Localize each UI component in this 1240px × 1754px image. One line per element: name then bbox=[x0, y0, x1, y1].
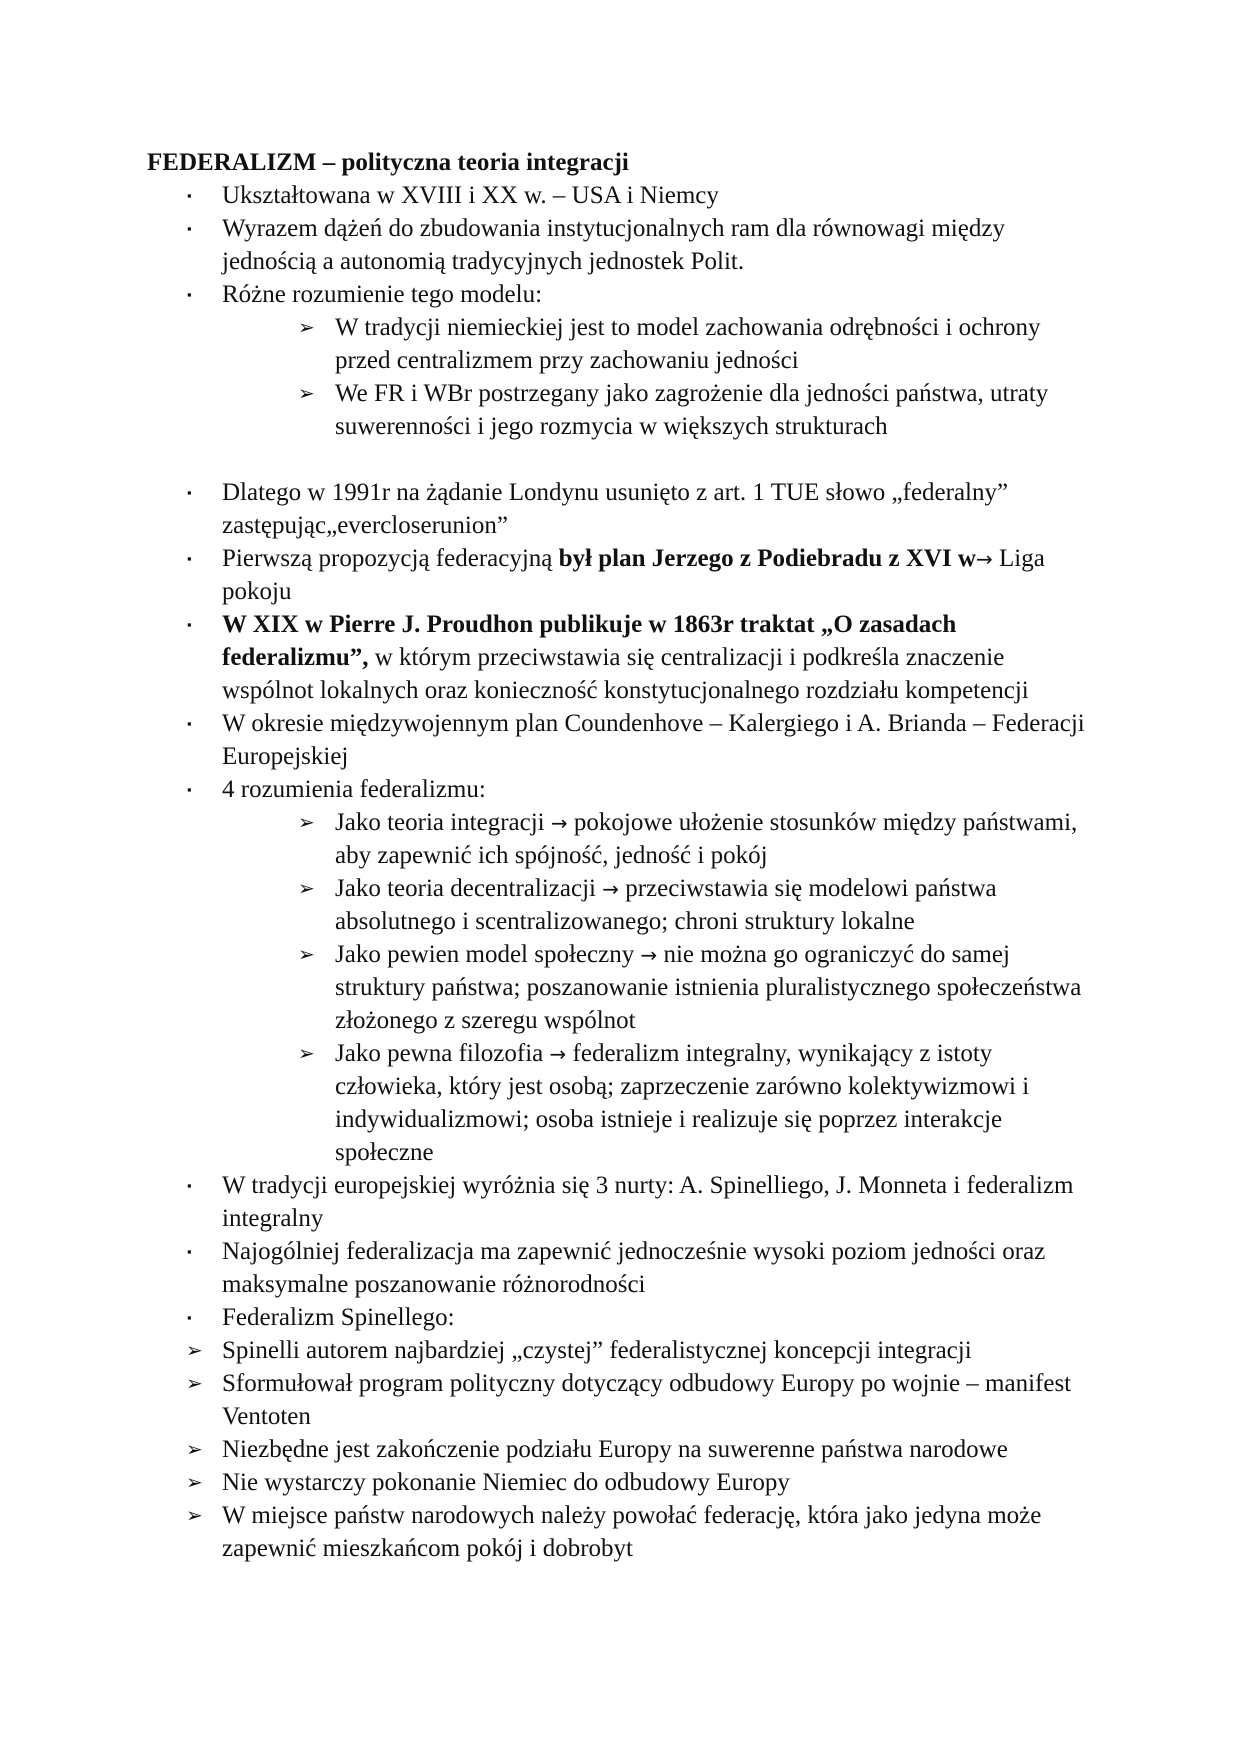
line-text bbox=[222, 509, 508, 542]
line-text bbox=[222, 608, 956, 641]
line-text bbox=[222, 1202, 323, 1235]
text-segment: integralny bbox=[222, 1205, 324, 1232]
list-item-line bbox=[0, 179, 1240, 212]
list-item-line bbox=[0, 410, 1240, 443]
list-item-line bbox=[0, 839, 1240, 872]
text-segment: Różne rozumienie tego modelu: bbox=[222, 281, 543, 308]
text-segment: W okresie międzywojennym plan Coundenhove – Kalergiego i A. Brianda – Federacji bbox=[222, 710, 1085, 737]
list-item-line bbox=[0, 1466, 1240, 1499]
text-segment: Jako pewien model społeczny bbox=[335, 941, 641, 968]
line-text bbox=[222, 1433, 1008, 1466]
text-segment: Jako teoria integracji bbox=[335, 809, 551, 836]
right-arrow-icon: → bbox=[550, 811, 568, 835]
line-text bbox=[222, 740, 348, 773]
text-segment: Liga bbox=[992, 545, 1045, 572]
arrow-bullet-icon: ➢ bbox=[298, 1041, 315, 1065]
list-item-line bbox=[0, 1301, 1240, 1334]
text-segment: Najogólniej federalizacja ma zapewnić jednocześnie wysoki poziom jedności oraz bbox=[222, 1238, 1046, 1265]
text-segment: Sformułował program polityczny dotyczący odbudowy Europy po wojnie – manifest bbox=[222, 1370, 1072, 1397]
line-text bbox=[222, 1367, 1071, 1400]
text-segment: Jako pewna filozofia bbox=[335, 1040, 550, 1067]
list-item-line bbox=[0, 1169, 1240, 1202]
list-item-line bbox=[0, 1268, 1240, 1301]
text-segment: Pierwszą propozycją federacyjną bbox=[222, 545, 559, 572]
list-item-line bbox=[0, 377, 1240, 410]
line-text bbox=[335, 938, 1010, 972]
line-text bbox=[222, 245, 744, 278]
bold-text: federalizmu”, bbox=[222, 644, 369, 671]
list-item-line bbox=[0, 707, 1240, 740]
text-segment: absolutnego i scentralizowanego; chroni struktury lokalne bbox=[335, 908, 915, 935]
square-bullet-icon: ▪ bbox=[187, 782, 192, 797]
text-segment: federalizm integralny, wynikający z istoty bbox=[566, 1040, 993, 1067]
text-segment: Dlatego w 1991r na żądanie Londynu usunięto z art. 1 TUE słowo „federalny” bbox=[222, 479, 1009, 506]
arrow-bullet-icon: ➢ bbox=[298, 810, 315, 834]
right-arrow-icon: → bbox=[640, 943, 658, 967]
line-text bbox=[222, 1169, 1073, 1202]
list-item-line bbox=[0, 1136, 1240, 1169]
text-segment: społeczne bbox=[335, 1139, 434, 1166]
line-text bbox=[335, 410, 888, 443]
right-arrow-icon: → bbox=[976, 547, 993, 571]
square-bullet-icon: ▪ bbox=[187, 1310, 192, 1325]
list-item-line bbox=[0, 1400, 1240, 1433]
list-item-line bbox=[0, 311, 1240, 344]
square-bullet-icon: ▪ bbox=[187, 716, 192, 731]
text-segment: We FR i WBr postrzegany jako zagrożenie dla jedności państwa, utraty bbox=[335, 380, 1049, 407]
line-text bbox=[222, 1334, 972, 1367]
list-item-line bbox=[0, 212, 1240, 245]
line-text bbox=[222, 1268, 646, 1301]
line-text bbox=[222, 1400, 311, 1433]
line-text bbox=[222, 278, 542, 311]
bold-text: był plan Jerzego z Podiebradu z XVI w bbox=[558, 545, 976, 572]
line-text bbox=[222, 773, 486, 806]
square-bullet-icon: ▪ bbox=[187, 287, 192, 302]
right-arrow-icon: → bbox=[602, 877, 619, 901]
list-item-line bbox=[0, 1070, 1240, 1103]
text-segment: Ukształtowana w XVIII i XX w. – USA i Niemcy bbox=[222, 182, 719, 209]
bold-text: FEDERALIZM – polityczna teoria integracji bbox=[147, 149, 629, 176]
list-item-line bbox=[0, 1532, 1240, 1565]
list-item-line bbox=[0, 938, 1240, 971]
line-text bbox=[222, 542, 1045, 576]
list-item-line bbox=[0, 1235, 1240, 1268]
line-text bbox=[222, 1466, 790, 1499]
text-segment: W tradycji europejskiej wyróżnia się 3 nurty: A. Spinelliego, J. Monneta i federalizm bbox=[222, 1172, 1074, 1199]
list-item-line bbox=[0, 245, 1240, 278]
bold-text: W XIX w Pierre J. Proudhon publikuje w 1863r traktat „O zasadach bbox=[222, 611, 957, 638]
square-bullet-icon: ▪ bbox=[187, 617, 192, 632]
line-text bbox=[222, 575, 291, 608]
line-text bbox=[222, 1235, 1045, 1268]
list-item-line bbox=[0, 344, 1240, 377]
document-page bbox=[0, 146, 1240, 1565]
line-text bbox=[335, 1070, 1029, 1103]
line-text bbox=[222, 674, 1029, 707]
square-bullet-icon: ▪ bbox=[187, 1178, 192, 1193]
list-item-line bbox=[0, 641, 1240, 674]
document-title bbox=[0, 146, 1240, 179]
blank-line bbox=[0, 443, 1240, 476]
text-segment: nie można go ograniczyć do samej bbox=[657, 941, 1010, 968]
line-text bbox=[335, 1037, 992, 1071]
square-bullet-icon: ▪ bbox=[187, 1244, 192, 1259]
list-item-line bbox=[0, 872, 1240, 905]
arrow-bullet-icon: ➢ bbox=[186, 1503, 203, 1527]
list-item-line bbox=[0, 1004, 1240, 1037]
text-segment: złożonego z szeregu wspólnot bbox=[335, 1007, 636, 1034]
text-segment: indywidualizmowi; osoba istnieje i realizuje się poprzez interakcje bbox=[335, 1106, 1003, 1133]
right-arrow-icon: → bbox=[549, 1042, 567, 1066]
text-segment: struktury państwa; poszanowanie istnienia pluralistycznego społeczeństwa bbox=[335, 974, 1082, 1001]
list-item-line bbox=[0, 1037, 1240, 1070]
list-item-line bbox=[0, 971, 1240, 1004]
list-item-line bbox=[0, 1367, 1240, 1400]
square-bullet-icon: ▪ bbox=[187, 551, 192, 566]
line-text bbox=[335, 806, 1077, 840]
text-segment: maksymalne poszanowanie różnorodności bbox=[222, 1271, 646, 1298]
list-item-line bbox=[0, 1103, 1240, 1136]
list-item-line bbox=[0, 773, 1240, 806]
list-item-line bbox=[0, 740, 1240, 773]
arrow-bullet-icon: ➢ bbox=[298, 381, 315, 405]
text-segment: człowieka, który jest osobą; zaprzeczenie zarówno kolektywizmowi i bbox=[335, 1073, 1030, 1100]
text-segment: Europejskiej bbox=[222, 743, 349, 770]
line-text bbox=[335, 311, 1041, 344]
line-text bbox=[335, 1103, 1002, 1136]
text-segment: W miejsce państw narodowych należy powołać federację, która jako jedyna może bbox=[222, 1502, 1042, 1529]
text-segment: zastępując„evercloserunion” bbox=[222, 512, 508, 539]
line-text bbox=[222, 1499, 1041, 1532]
line-text bbox=[222, 641, 1004, 674]
text-segment: Niezbędne jest zakończenie podziału Europy na suwerenne państwa narodowe bbox=[222, 1436, 1008, 1463]
text-segment: jednością a autonomią tradycyjnych jednostek Polit. bbox=[222, 248, 745, 275]
arrow-bullet-icon: ➢ bbox=[186, 1470, 203, 1494]
text-segment: zapewnić mieszkańcom pokój i dobrobyt bbox=[222, 1535, 633, 1562]
line-text bbox=[222, 179, 719, 212]
arrow-bullet-icon: ➢ bbox=[298, 315, 315, 339]
text-segment: 4 rozumienia federalizmu: bbox=[222, 776, 486, 803]
arrow-bullet-icon: ➢ bbox=[298, 876, 315, 900]
text-segment: w którym przeciwstawia się centralizacji i podkreśla znaczenie bbox=[368, 644, 1005, 671]
list-item-line bbox=[0, 575, 1240, 608]
list-item-line bbox=[0, 674, 1240, 707]
text-segment: W tradycji niemieckiej jest to model zachowania odrębności i ochrony bbox=[335, 314, 1041, 341]
line-text bbox=[222, 1532, 633, 1565]
line-text bbox=[147, 146, 629, 179]
line-text bbox=[335, 905, 915, 938]
arrow-bullet-icon: ➢ bbox=[298, 942, 315, 966]
square-bullet-icon: ▪ bbox=[187, 221, 192, 236]
line-text bbox=[335, 344, 799, 377]
text-segment: pokoju bbox=[222, 578, 292, 605]
list-item-line bbox=[0, 1433, 1240, 1466]
line-text bbox=[335, 377, 1048, 410]
list-item-line bbox=[0, 509, 1240, 542]
text-segment: Nie wystarczy pokonanie Niemiec do odbudowy Europy bbox=[222, 1469, 790, 1496]
square-bullet-icon: ▪ bbox=[187, 188, 192, 203]
list-item-line bbox=[0, 1334, 1240, 1367]
line-text bbox=[222, 1301, 455, 1334]
arrow-bullet-icon: ➢ bbox=[186, 1371, 203, 1395]
line-text bbox=[222, 212, 1005, 245]
text-segment: przeciwstawia się modelowi państwa bbox=[618, 875, 997, 902]
list-item-line bbox=[0, 1202, 1240, 1235]
line-text bbox=[335, 1136, 434, 1169]
line-text bbox=[335, 1004, 636, 1037]
text-segment: wspólnot lokalnych oraz konieczność konstytucjonalnego rozdziału kompetencji bbox=[222, 677, 1029, 704]
text-segment: pokojowe ułożenie stosunków między państwami, bbox=[567, 809, 1078, 836]
arrow-bullet-icon: ➢ bbox=[186, 1338, 203, 1362]
line-text bbox=[335, 839, 768, 872]
line-text bbox=[222, 476, 1008, 509]
list-item-line bbox=[0, 542, 1240, 575]
text-segment: Ventoten bbox=[222, 1403, 311, 1430]
list-item-line bbox=[0, 608, 1240, 641]
arrow-bullet-icon: ➢ bbox=[186, 1437, 203, 1461]
text-segment: Federalizm Spinellego: bbox=[222, 1304, 455, 1331]
line-text bbox=[335, 971, 1081, 1004]
list-item-line bbox=[0, 476, 1240, 509]
line-text bbox=[335, 872, 997, 906]
list-item-line bbox=[0, 1499, 1240, 1532]
text-segment: Spinelli autorem najbardziej „czystej” federalistycznej koncepcji integracji bbox=[222, 1337, 972, 1364]
list-item-line bbox=[0, 905, 1240, 938]
list-item-line bbox=[0, 278, 1240, 311]
list-item-line bbox=[0, 806, 1240, 839]
text-segment: aby zapewnić ich spójność, jedność i pokój bbox=[335, 842, 768, 869]
text-segment: suwerenności i jego rozmycia w większych strukturach bbox=[335, 413, 888, 440]
text-segment: przed centralizmem przy zachowaniu jedności bbox=[335, 347, 799, 374]
square-bullet-icon: ▪ bbox=[187, 485, 192, 500]
text-segment: Wyrazem dążeń do zbudowania instytucjonalnych ram dla równowagi między bbox=[222, 215, 1005, 242]
text-segment: Jako teoria decentralizacji bbox=[335, 875, 603, 902]
line-text bbox=[222, 707, 1085, 740]
